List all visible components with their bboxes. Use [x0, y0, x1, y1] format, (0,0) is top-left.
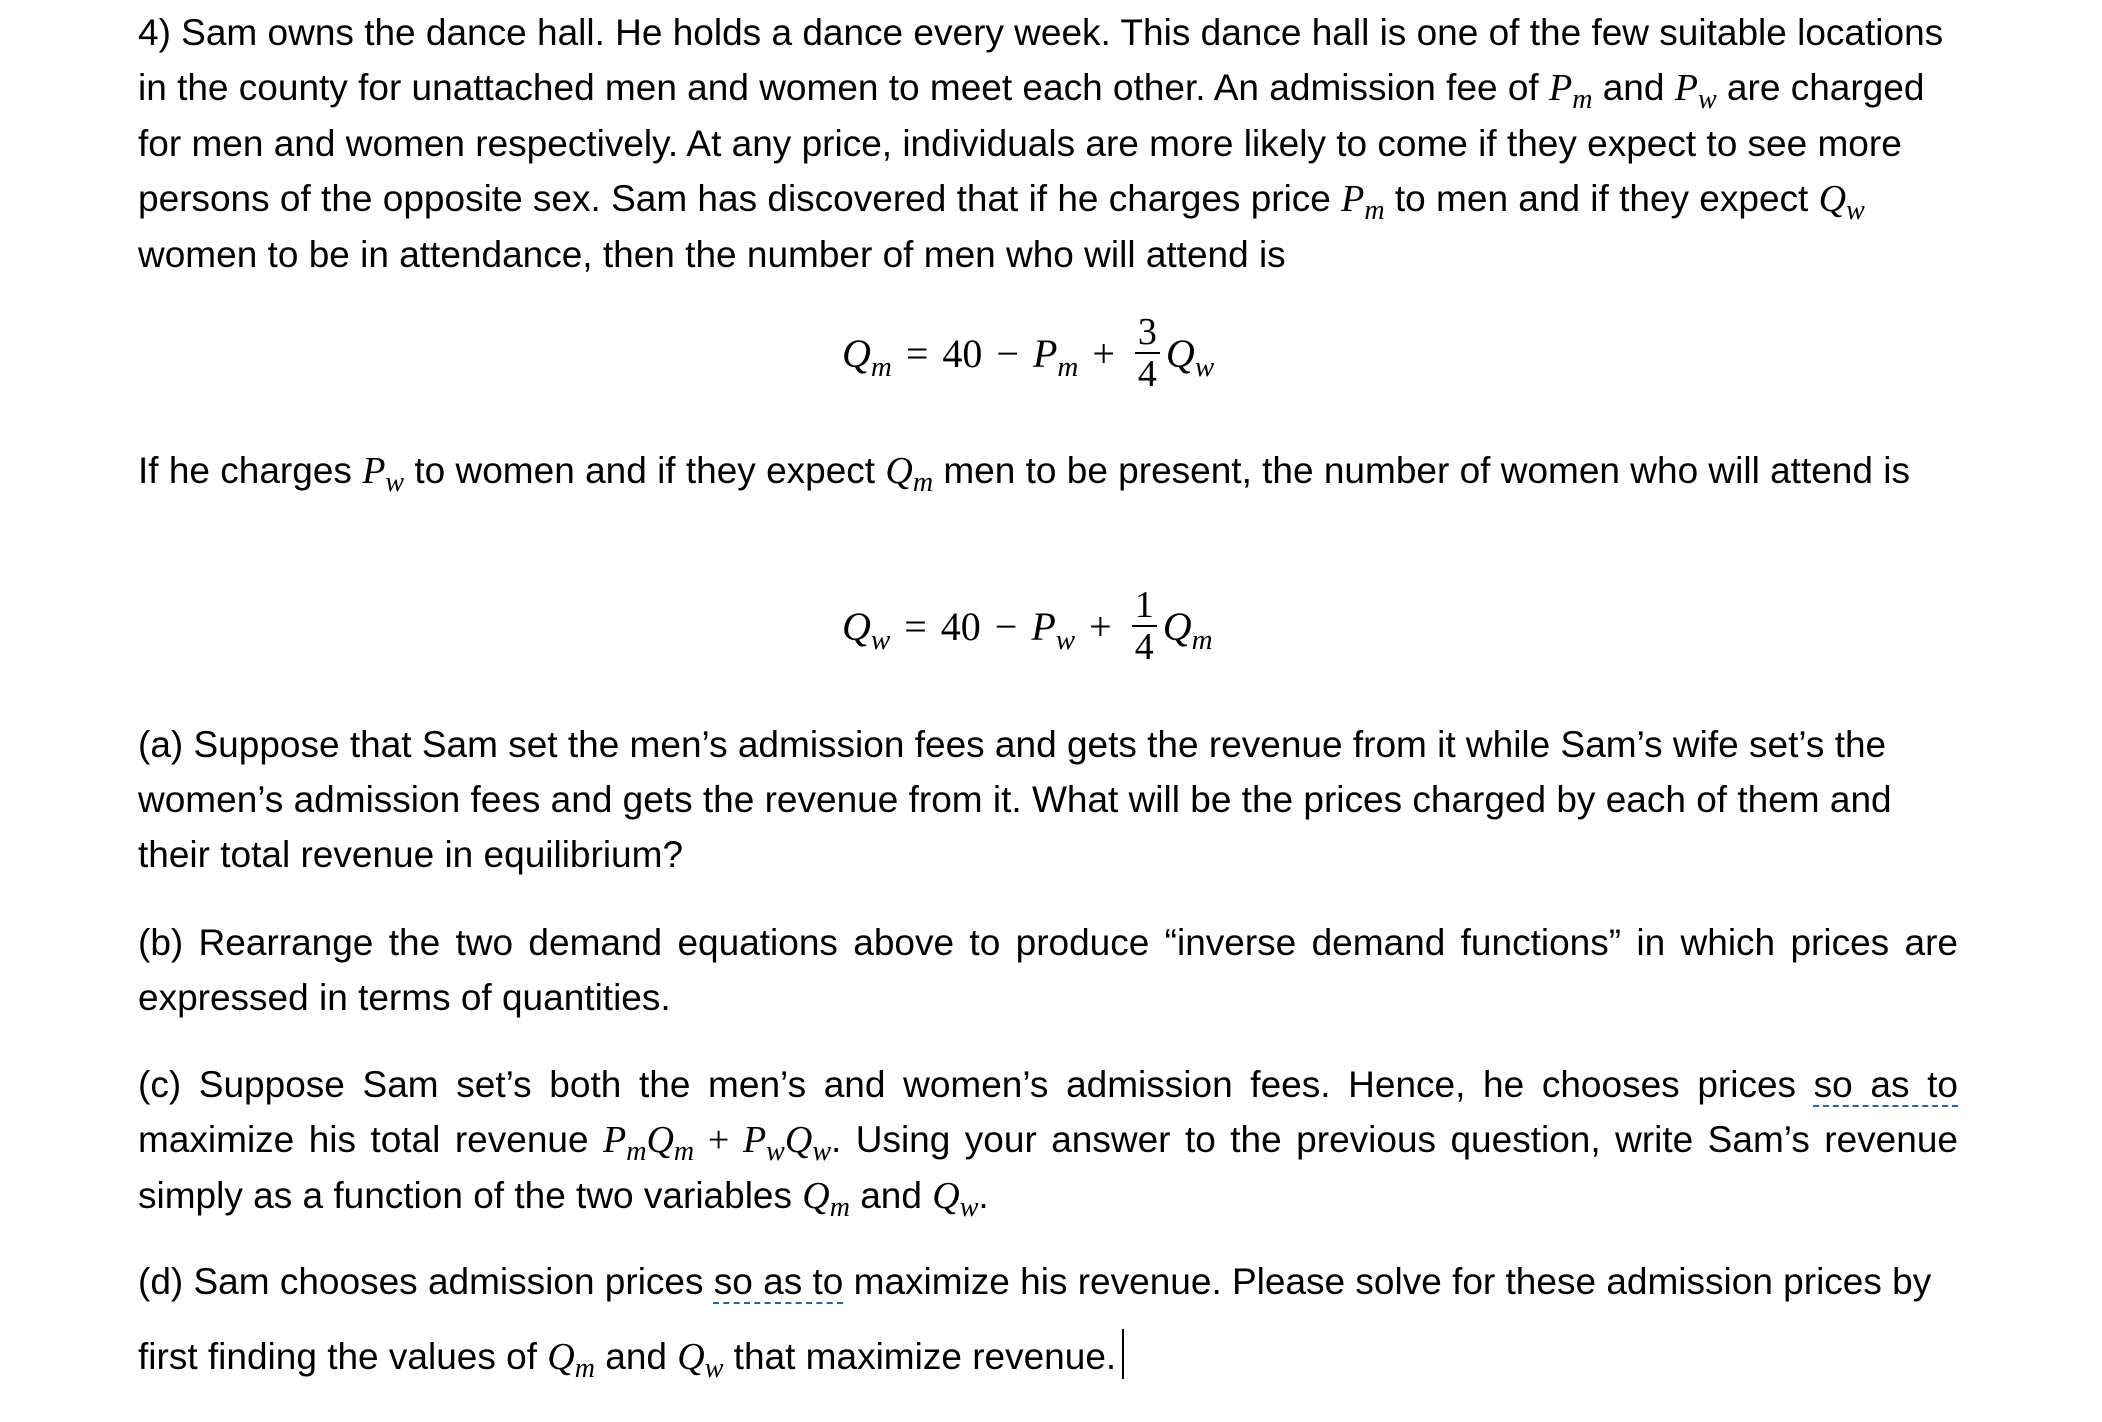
quantity-men-var: $Q_m$ [802, 1175, 850, 1223]
fraction-denominator: 4 [1134, 626, 1154, 668]
question-part-c: (c) Suppose Sam set’s both the men’s and women’s admission fees. Hence, he chooses prices so as to maximize his total revenue $P_mQ_m + P_wQ_w$. Using your answer to the previous question, write Sam’s revenue simply as a function of the two variables $Q_m$ and $Q_w$. [138, 1064, 1958, 1223]
intro-paragraph [138, 5, 1958, 282]
eq-quantity: $Q_w$ [1165, 330, 1215, 383]
women-demand-equation [842, 585, 1213, 667]
fraction-numerator: 3 [1137, 311, 1157, 353]
men-demand-equation [842, 312, 1214, 394]
eq-quantity: $Q_m$ [1162, 603, 1213, 656]
intro-text-4: to men and if they expect [1384, 178, 1819, 219]
fraction-denominator: 4 [1137, 353, 1157, 395]
eq-lhs: $Q_w$ [842, 603, 891, 656]
eq-price: $P_w$ [1031, 603, 1076, 656]
revenue-expression: $P_mQ_m + P_wQ_w$ [603, 1119, 831, 1167]
price-men-var: $P_m$ [1549, 67, 1593, 115]
price-women-var: $P_w$ [362, 450, 405, 498]
question-part-d-line2: first finding the values of $Q_m$ and $Q_w$ that maximize revenue. [138, 1327, 1958, 1387]
quantity-men-var: $Q_m$ [547, 1336, 595, 1384]
eq-fraction [1135, 312, 1160, 394]
fraction-numerator: 1 [1134, 584, 1154, 626]
women-demand-intro: If he charges $P_w$ to women and if they expect $Q_m$ men to be present, the number of women who will attend is [138, 450, 1910, 498]
intro-text-5: women to be in attendance, then the number of men who will attend is [138, 234, 1286, 275]
question-part-a: (a) Suppose that Sam set the men’s admission fees and gets the revenue from it while Sam’s wife set’s the women’s admission fees and gets the revenue from it. What will be the prices charged by each of them and their total revenue in equilibrium? [138, 724, 1892, 875]
quantity-men-var: $Q_m$ [885, 450, 934, 498]
eq-price: $P_m$ [1032, 330, 1079, 383]
question-part-b: (b) Rearrange the two demand equations above to produce “inverse demand functions” in which prices are expressed in terms of quantities. [138, 922, 1958, 1018]
eq-fraction [1132, 585, 1157, 667]
grammar-flag-underline[interactable]: so as to [713, 1261, 844, 1302]
text-cursor [1122, 1329, 1124, 1379]
eq-equals: = [904, 603, 927, 649]
intro-text-1: 4) Sam owns the dance hall. He holds a dance every week. This dance hall is one of the few suitable locations in the county for unattached men and women to meet each other. An admission fee of [138, 12, 1944, 108]
quantity-women-var: $Q_w$ [1818, 178, 1865, 226]
intro-text-3: are charged for men and women respectively. At any price, individuals are more likely to come if they expect to see more persons of the opposite sex. Sam has discovered that if he charges price [138, 67, 1925, 219]
eq-constant: 40 [942, 330, 983, 376]
eq-minus: − [996, 330, 1019, 376]
price-men-var: $P_m$ [1341, 178, 1385, 226]
eq-minus: − [994, 603, 1018, 649]
eq-plus: + [1089, 603, 1112, 649]
eq-lhs: $Q_m$ [842, 330, 892, 383]
quantity-women-var: $Q_w$ [677, 1336, 724, 1384]
grammar-flag-underline[interactable]: so as to [1813, 1064, 1958, 1105]
eq-equals: = [905, 330, 929, 376]
price-women-var: $P_w$ [1674, 67, 1717, 115]
eq-constant: 40 [940, 603, 981, 649]
question-part-d-line1: (d) Sam chooses admission prices so as to maximize his revenue. Please solve for these admission prices by [138, 1261, 1932, 1302]
quantity-women-var: $Q_w$ [932, 1175, 979, 1223]
eq-plus: + [1092, 330, 1115, 376]
intro-text-2: and [1592, 67, 1675, 108]
